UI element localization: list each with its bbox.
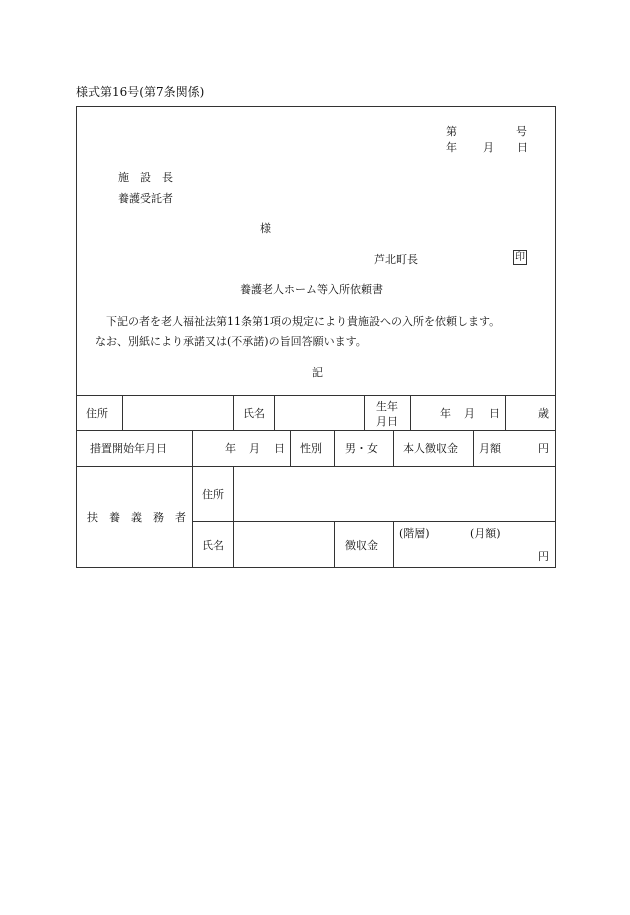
row2-yen: 円	[538, 442, 549, 455]
document-title: 養護老人ホーム等入所依頼書	[240, 283, 383, 296]
row2-month-label: 月	[249, 442, 260, 455]
table-vline	[192, 430, 193, 466]
table-vline	[290, 430, 291, 466]
number-dai: 第	[446, 125, 457, 138]
row3-fee-label: 徴収金	[345, 539, 378, 552]
addressee-facility-head: 施 設 長	[118, 171, 173, 184]
table-vline	[192, 466, 193, 568]
row2-sex-options: 男・女	[345, 442, 378, 455]
table-vline	[505, 395, 506, 430]
table-vline	[233, 466, 234, 568]
table-vline	[334, 430, 335, 466]
row1-birth-label-top: 生年	[376, 400, 398, 413]
addressee-sama: 様	[260, 222, 271, 235]
row1-age-unit: 歳	[538, 407, 549, 420]
row2-sex-label: 性別	[300, 442, 322, 455]
row3-name-label: 氏名	[202, 539, 224, 552]
row1-name-label: 氏名	[243, 407, 265, 420]
body-text-line-1: 下記の者を老人福祉法第11条第1項の規定により貴施設への入所を依頼します。	[106, 315, 501, 328]
table-line-top	[76, 395, 556, 396]
table-vline	[233, 395, 234, 430]
row3-monthly-label: (月額)	[470, 527, 501, 540]
addressee-trustee: 養護受託者	[118, 192, 173, 205]
date-year-label: 年	[446, 141, 457, 154]
row1-year-label: 年	[440, 407, 451, 420]
row2-start-date-label: 措置開始年月日	[90, 442, 167, 455]
row1-day-label: 日	[489, 407, 500, 420]
row2-year-label: 年	[225, 442, 236, 455]
table-vline	[410, 395, 411, 430]
seal-mark: 印	[515, 252, 525, 263]
form-number: 様式第16号(第7条関係)	[76, 85, 205, 99]
table-vline	[393, 521, 394, 568]
table-line-row1	[76, 430, 556, 431]
row3-address-label: 住所	[202, 488, 224, 501]
row2-monthly-label: 月額	[479, 442, 501, 455]
number-go: 号	[516, 125, 527, 138]
table-vline	[393, 430, 394, 466]
date-month-label: 月	[483, 141, 494, 154]
ki-heading: 記	[312, 366, 323, 379]
table-vline	[122, 395, 123, 430]
date-day-label: 日	[517, 141, 528, 154]
table-vline	[473, 430, 474, 466]
row1-birth-label-bottom: 月日	[376, 415, 398, 428]
table-vline	[274, 395, 275, 430]
row1-month-label: 月	[464, 407, 475, 420]
row3-supporter-label: 扶 養 義 務 者	[87, 511, 186, 524]
row2-day-label: 日	[274, 442, 285, 455]
table-line-row3-mid	[192, 521, 556, 522]
table-line-row2	[76, 466, 556, 467]
table-vline	[334, 521, 335, 568]
row3-yen: 円	[538, 550, 549, 563]
table-vline	[364, 395, 365, 430]
issuer-mayor: 芦北町長	[374, 253, 418, 266]
row3-tier-label: (階層)	[399, 527, 430, 540]
row1-address-label: 住所	[86, 407, 108, 420]
row2-self-fee-label: 本人徴収金	[403, 442, 458, 455]
body-text-line-2: なお、別紙により承諾又は(不承諾)の旨回答願います。	[95, 335, 367, 348]
